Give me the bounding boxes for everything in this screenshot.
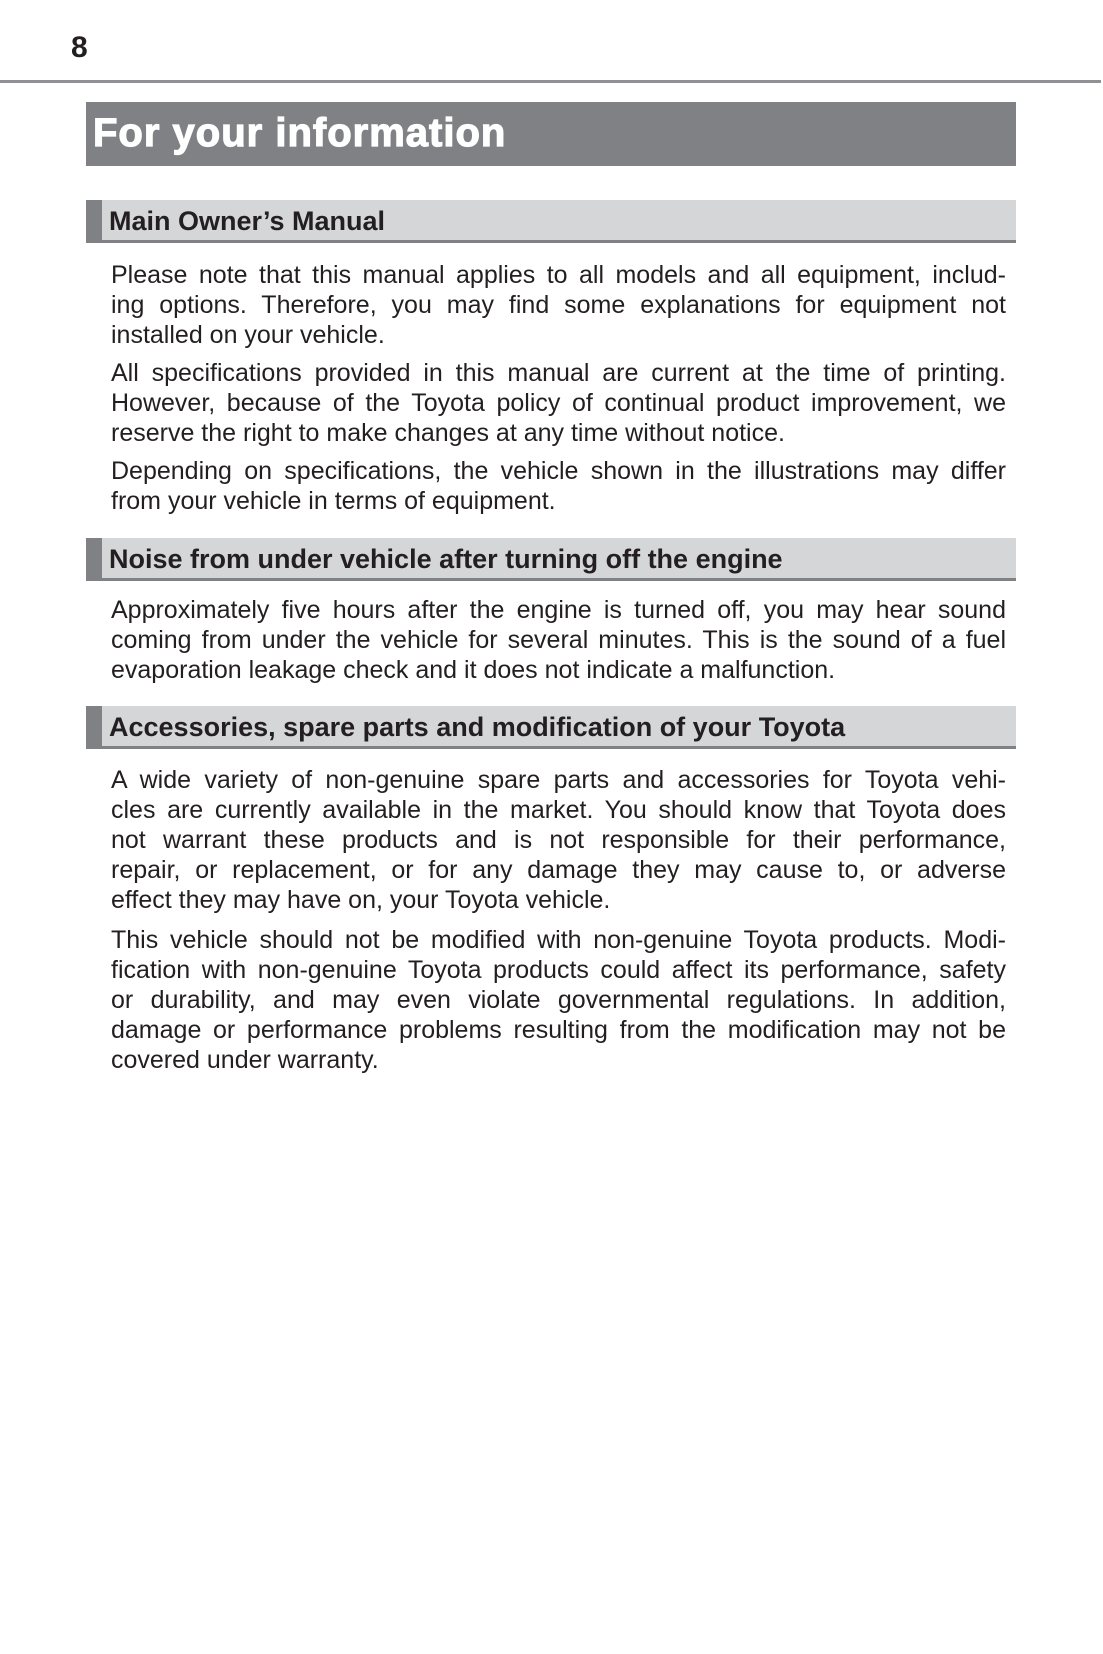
text-line: reserve the right to make changes at any time without notice.: [111, 419, 785, 447]
text-line: evaporation leakage check and it does not indicate a malfunction.: [111, 656, 836, 684]
page-title: For your information: [93, 111, 507, 155]
text-line: not warrant these products and is not responsible for their performance,: [111, 826, 1006, 854]
section-heading-text: Main Owner’s Manual: [109, 206, 386, 236]
section-heading-text: Noise from under vehicle after turning off the engine: [109, 544, 783, 574]
text-line: However, because of the Toyota policy of continual product improvement, we: [111, 389, 1006, 417]
paragraph: [111, 456, 1006, 516]
text-line: A wide variety of non-genuine spare parts and accessories for Toyota vehi-: [111, 766, 1006, 794]
section-heading-text: Accessories, spare parts and modification of your Toyota: [109, 712, 846, 742]
text-line: Please note that this manual applies to all models and all equipment, includ-: [111, 261, 1006, 289]
section-heading-main-owners-manual: [86, 200, 1016, 243]
paragraph: [111, 595, 1006, 685]
text-line: Depending on specifications, the vehicle shown in the illustrations may differ: [111, 457, 1006, 485]
section-heading-accessories-spare-parts: [86, 706, 1016, 749]
header-rule: [0, 80, 1101, 83]
text-line: ing options. Therefore, you may find some explanations for equipment not: [111, 291, 1006, 319]
section-accent-marker: [86, 706, 102, 749]
page-number: 8: [71, 31, 88, 64]
paragraph: [111, 925, 1006, 1075]
paragraph: [111, 358, 1006, 448]
text-line: coming from under the vehicle for several minutes. This is the sound of a fuel: [111, 626, 1006, 654]
paragraph: [111, 765, 1006, 915]
text-line: All specifications provided in this manual are current at the time of printing.: [111, 359, 1006, 387]
text-line: installed on your vehicle.: [111, 321, 385, 349]
text-line: Approximately five hours after the engine is turned off, you may hear sound: [111, 596, 1006, 624]
text-line: cles are currently available in the market. You should know that Toyota does: [111, 796, 1006, 824]
text-line: or durability, and may even violate governmental regulations. In addition,: [111, 986, 1006, 1014]
text-line: covered under warranty.: [111, 1046, 379, 1074]
text-line: fication with non-genuine Toyota products could affect its performance, safety: [111, 956, 1006, 984]
section-accent-marker: [86, 200, 102, 243]
text-line: This vehicle should not be modified with non-genuine Toyota products. Modi-: [111, 926, 1006, 954]
text-line: effect they may have on, your Toyota vehicle.: [111, 886, 611, 914]
section-accent-marker: [86, 538, 102, 581]
paragraph: [111, 260, 1006, 350]
text-line: from your vehicle in terms of equipment.: [111, 487, 556, 515]
section-heading-noise-from-under-vehicle: [86, 538, 1016, 581]
text-line: damage or performance problems resulting from the modification may not be: [111, 1016, 1006, 1044]
page-title-bar: [86, 102, 1016, 166]
text-line: repair, or replacement, or for any damage they may cause to, or adverse: [111, 856, 1006, 884]
